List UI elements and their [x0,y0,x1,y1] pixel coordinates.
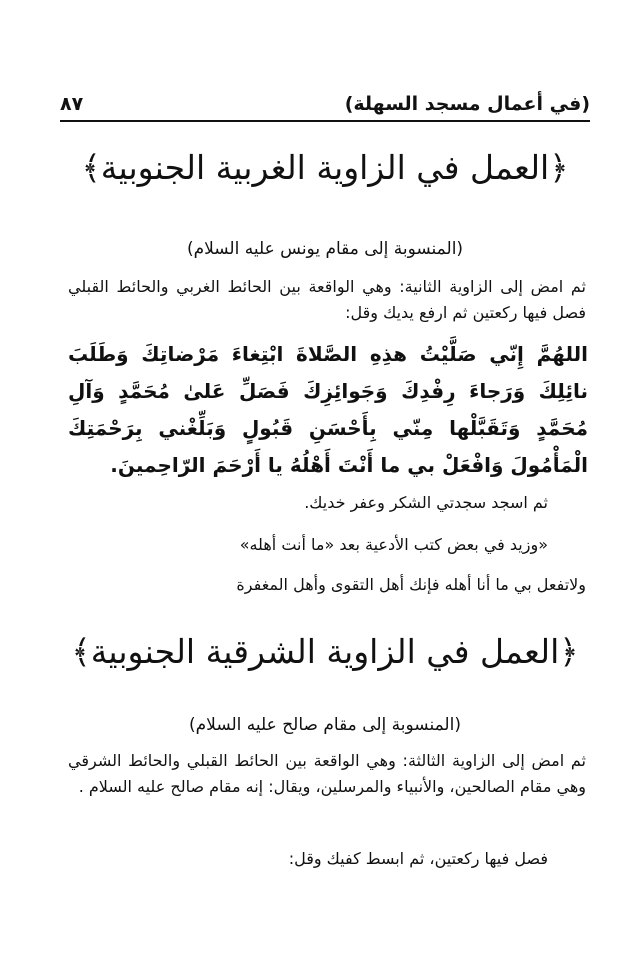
prostration-instruction: ثم اسجد سجدتي الشكر وعفر خديك. [304,493,548,512]
section-heading-southwest: ﴿العمل في الزاوية الغربية الجنوبية﴾ [81,148,569,187]
attribution-yunus: (المنسوبة إلى مقام يونس عليه السلام) [186,239,464,259]
instruction-paragraph-2: ثم امض إلى الزاوية الثالثة: وهي الواقعة بين الحائط القبلي والحائط الشرقي وهي مقام الصالحين، والأنبياء والمرسلين، ويقال: إنه مقام صالح عليه السلام . [68,751,586,796]
section-heading-southeast: ﴿العمل في الزاوية الشرقية الجنوبية﴾ [71,632,579,671]
supplication-note: «وزيد في بعض كتب الأدعية بعد «ما أنت أهله» [239,535,548,554]
page-header [60,86,590,122]
closing-instruction: فصل فيها ركعتين، ثم ابسط كفيك وقل: [288,849,548,868]
page-number: ٨٧ [60,93,84,115]
instruction-paragraph-1: ثم امض إلى الزاوية الثانية: وهي الواقعة بين الحائط الغربي والحائط القبلي فصل فيها ركعتين ثم ارفع يديك وقل: [68,277,586,322]
header-divider [60,120,590,122]
running-title: (في أعمال مسجد السهلة) [344,93,590,115]
attribution-salih: (المنسوبة إلى مقام صالح عليه السلام) [189,715,461,735]
supplication-addition: ولاتفعل بي ما أنا أهله فإنك أهل التقوى وأهل المغفرة [236,575,586,594]
prayer-text: اللهُمَّ إِنّي صَلَّيْتُ هذِهِ الصَّلاةَ ابْتِغاءَ مَرْضاتِكَ وَطَلَبَ نائِلِكَ وَرَجاءَ رِفْدِكَ وَجَوائِزِكَ فَصَلِّ عَلىٰ مُحَمَّدٍ وَآلِ مُحَمَّدٍ وَتَقَبَّلْها مِنّي بِأَحْسَنِ قَبُولٍ وَبَلِّغْني بِرَحْمَتِكَ الْمَأْمُولَ وَافْعَلْ بي ما أَنْتَ أَهْلُهُ يا أَرْحَمَ الرّاحِمينَ. [68,342,588,477]
